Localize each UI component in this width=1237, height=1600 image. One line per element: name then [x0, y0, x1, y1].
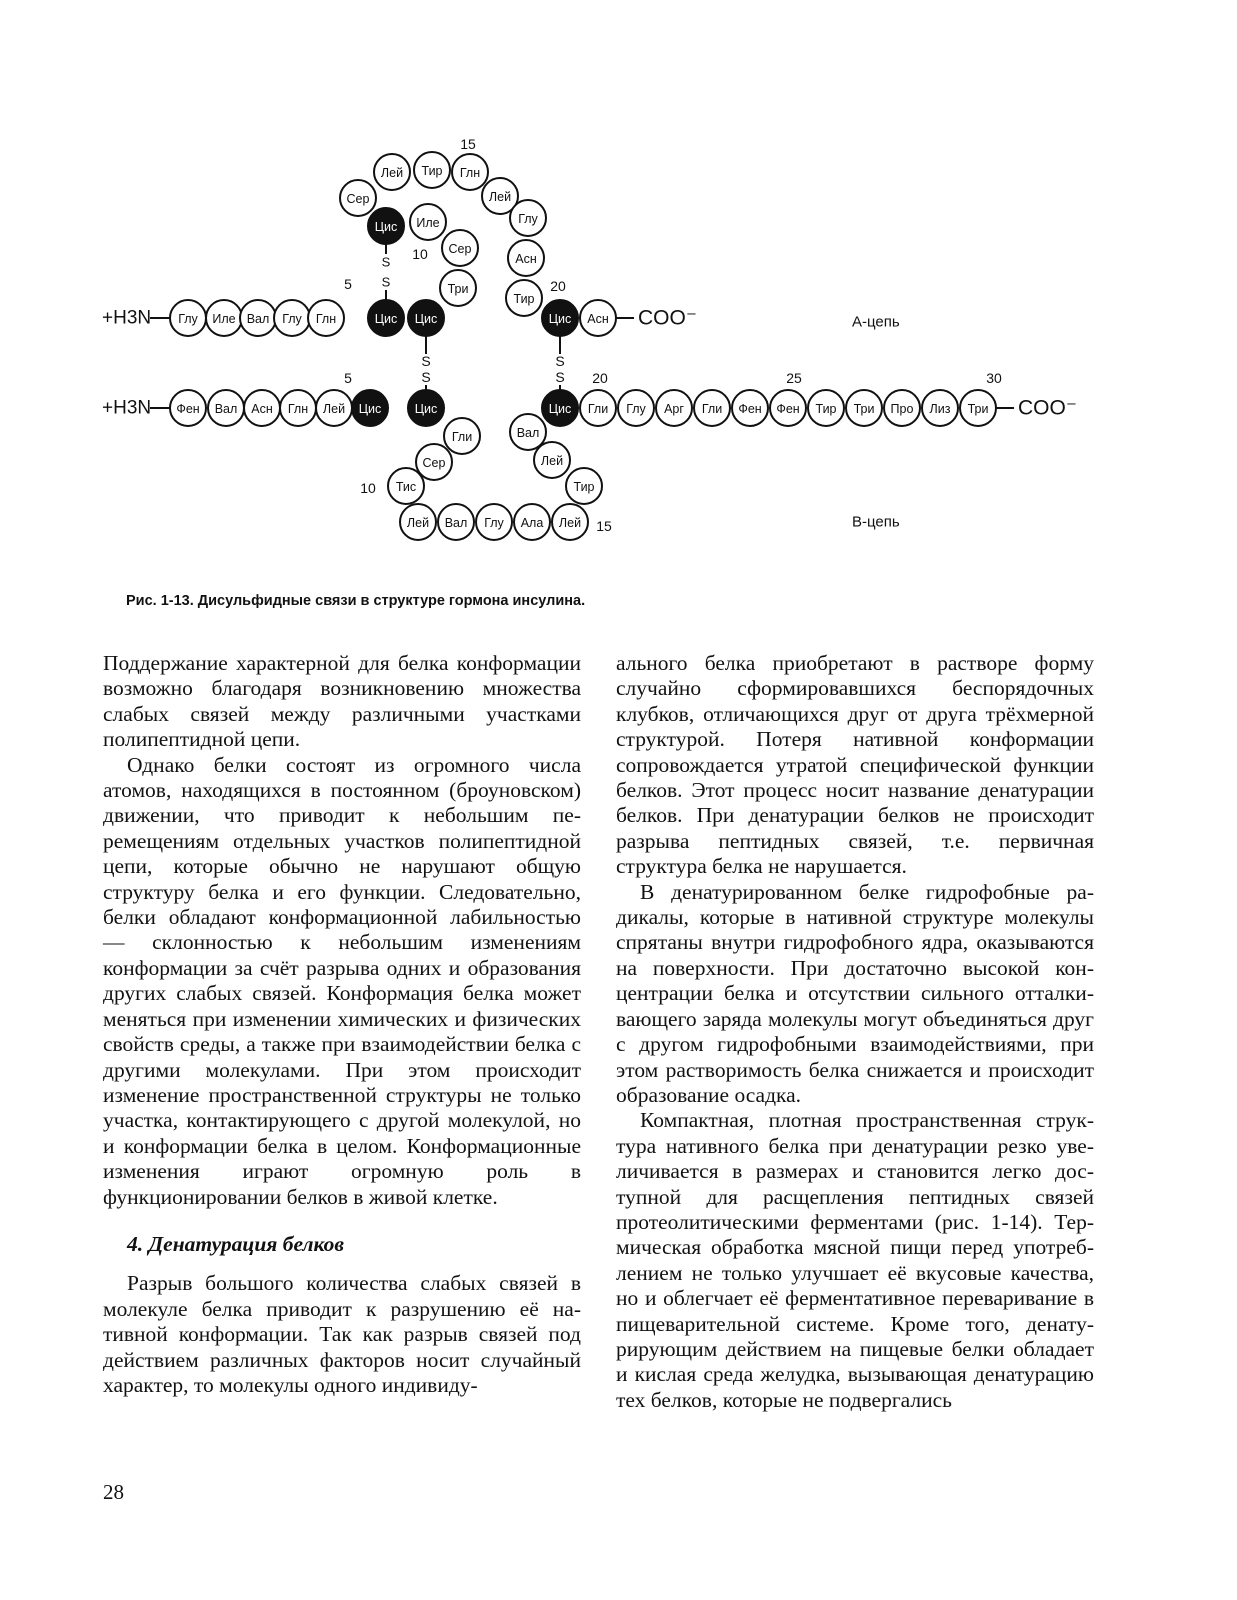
- residue-label: Цис: [548, 402, 572, 416]
- residue-label: Вал: [246, 312, 270, 326]
- residue-label: Иле: [212, 312, 236, 326]
- residue-label: Лей: [380, 166, 404, 180]
- residue-label: Глу: [518, 212, 538, 226]
- residue-number: 20: [550, 278, 566, 294]
- insulin-structure-figure: [0, 0, 1237, 600]
- residue-label: Цис: [358, 402, 382, 416]
- residue-label: Три: [853, 402, 875, 416]
- residue-number: 10: [412, 246, 428, 262]
- residue-label: Три: [967, 402, 989, 416]
- sulfur-label: S: [555, 369, 565, 385]
- residue-number: 25: [786, 370, 802, 386]
- residue-label: Сер: [422, 456, 446, 470]
- residue-label: Асн: [587, 312, 609, 326]
- residue-label: Вал: [214, 402, 238, 416]
- residue-number: 15: [596, 518, 612, 534]
- paragraph: Однако белки состоят из огромного числа атомов, находящихся в постоянном (броуновском) движении, что приводит к небольшим перемещениям отдельных участков полипептидной цепи, которые обычно не нарушают общую структуру белка и его функции. Следовательно, белки обладают конформационной лабильностью — склонностью к небольшим изменениям конформации за счёт разрыва одних и образования других слабых связей. Конформация белка может меняться при изменении химических и физических свойств среды, а также при взаимодействии белка с другими молекулами. При этом происходит изменение пространственной структуры не только участка, контактирующего с другой молекулой, но и конформации белка в целом. Конформационные изменения играют огромную роль в функционировании белков в живой клетке.: [103, 752, 581, 1209]
- c-terminal-label: COO⁻: [1018, 396, 1077, 420]
- residue-label: Арг: [664, 402, 684, 416]
- left-column: [103, 651, 581, 1398]
- residue-label: Тис: [395, 480, 417, 494]
- residue-label: Иле: [416, 216, 440, 230]
- residue-label: Асн: [515, 252, 537, 266]
- residue-label: Тир: [513, 292, 535, 306]
- residue-label: Лей: [540, 454, 564, 468]
- residue-label: Фен: [776, 402, 800, 416]
- residue-label: Ала: [520, 516, 544, 530]
- residue-label: Глн: [315, 312, 337, 326]
- residue-label: Лей: [488, 190, 512, 204]
- residue-label: Лей: [406, 516, 430, 530]
- c-terminal-label: COO⁻: [638, 306, 697, 330]
- residue-number: 15: [460, 136, 476, 152]
- residue-label: Тир: [573, 480, 595, 494]
- residue-label: Фен: [176, 402, 200, 416]
- paragraph: Компактная, плотная пространственная структура нативного белка при денатурации резко увеличивается в размерах и становится легко доступной для расщепления пептидных связей протеолитическими ферментами (рис. 1-14). Термическая обработка мясной пищи перед употреблением не только улучшает её вкусовые качества, но и облегчает её ферментативное переваривание в пищеварительной системе. Кроме того, денатурирующим действием на пищевые белки обладает и кислая среда желудка, вызывающая денатурацию тех белков, которые не подвергались: [616, 1108, 1094, 1412]
- n-terminal-label: +H3N: [102, 307, 152, 329]
- residue-label: Сер: [346, 192, 370, 206]
- residue-label: Глн: [459, 166, 481, 180]
- residue-label: Лиз: [929, 402, 951, 416]
- residue-label: Цис: [374, 312, 398, 326]
- residue-label: Асн: [251, 402, 273, 416]
- chain-b-label: В-цепь: [852, 513, 900, 531]
- chain-a-label: А-цепь: [852, 313, 900, 331]
- sulfur-label: S: [421, 369, 431, 385]
- residue-label: Гли: [701, 402, 723, 416]
- paragraph: Поддержание характерной для белка конформации возможно благодаря возникновению множества слабых связей между различными участками полипептидной цепи.: [103, 651, 581, 752]
- residue-number: 10: [360, 480, 376, 496]
- residue-label: Цис: [414, 402, 438, 416]
- residue-label: Цис: [548, 312, 572, 326]
- residue-label: Цис: [374, 220, 398, 234]
- residue-label: Лей: [558, 516, 582, 530]
- page-number: 28: [103, 1480, 124, 1504]
- residue-label: Тир: [421, 164, 443, 178]
- residue-number: 30: [986, 370, 1002, 386]
- insulin-diagram: [0, 0, 1237, 600]
- residue-label: Сер: [448, 242, 472, 256]
- paragraph: ального белка приобретают в растворе форму случайно сформировавшихся беспорядочных клубков, отличающихся друг от друга трёхмерной структурой. Потеря нативной конформации сопровождается утратой специфической функции белков. Этот процесс носит название денатурации белков. При денатурации белков не происходит разрыва пептидных связей, т.е. первичная структура белка не нарушается.: [616, 651, 1094, 879]
- residue-label: Три: [447, 282, 469, 296]
- residue-label: Вал: [516, 426, 540, 440]
- residue-label: Гли: [587, 402, 609, 416]
- residue-label: Глу: [626, 402, 646, 416]
- paragraph: В денатурированном белке гидрофобные радикалы, которые в нативной структуре молекулы спрятаны внутри гидрофобного ядра, оказываются на поверхности. При достаточно высокой концентрации белка и отсутствии сильного отталкивающего заряда молекулы могут объединяться друг с другом гидрофобными взаимодействиями, при этом растворимость белка снижается и происходит образование осадка.: [616, 879, 1094, 1107]
- sulfur-label: S: [555, 353, 565, 369]
- right-column: [616, 651, 1094, 1413]
- residue-label: Вал: [444, 516, 468, 530]
- residue-number: 5: [344, 276, 352, 292]
- residue-label: Цис: [414, 312, 438, 326]
- residue-label: Гли: [451, 430, 473, 444]
- paragraph: Разрыв большого количества слабых связей в молекуле белка приводит к разрушению её нативной конформации. Так как разрыв связей под действием различных факторов носит случайный характер, то молекулы одного индивиду-: [103, 1271, 581, 1397]
- residue-number: 20: [592, 370, 608, 386]
- residue-label: Про: [890, 402, 914, 416]
- n-terminal-label: +H3N: [102, 397, 152, 419]
- residue-label: Глн: [287, 402, 309, 416]
- residue-label: Лей: [322, 402, 346, 416]
- residue-number: 5: [344, 370, 352, 386]
- residue-label: Глу: [178, 312, 198, 326]
- section-heading: 4. Денатурация белков: [127, 1231, 344, 1256]
- residue-label: Глу: [484, 516, 504, 530]
- residue-label: Глу: [282, 312, 302, 326]
- residue-label: Фен: [738, 402, 762, 416]
- sulfur-label: S: [381, 274, 391, 290]
- residue-label: Тир: [815, 402, 837, 416]
- sulfur-label: S: [381, 254, 391, 270]
- figure-caption: Рис. 1-13. Дисульфидные связи в структуре гормона инсулина.: [126, 593, 586, 609]
- sulfur-label: S: [421, 353, 431, 369]
